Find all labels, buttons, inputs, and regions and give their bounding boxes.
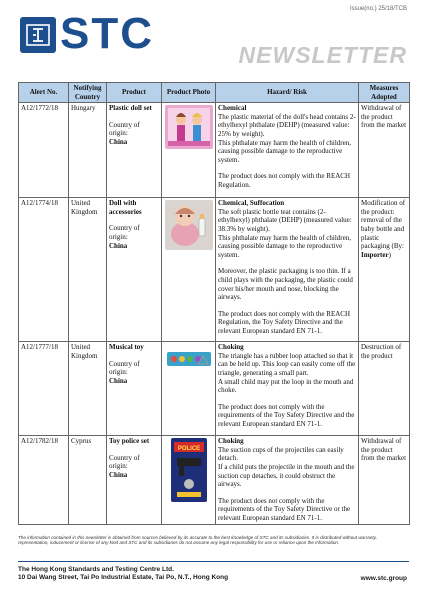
measures-by-suffix: ) [388, 250, 391, 259]
footer-divider [18, 561, 409, 562]
company-info [18, 566, 228, 582]
product-photo-cell [162, 198, 216, 342]
origin-value: China [109, 470, 128, 479]
hazard-text: This phthalate may harm the health of children, causing possible damage to the reproductive system. [218, 138, 351, 164]
alert-number: A12/1782/18 [19, 436, 69, 524]
measures-cell [359, 198, 410, 342]
header-alert-no: Alert No. [19, 83, 69, 103]
product-photo-cell [162, 342, 216, 436]
notifying-country: United Kingdom [69, 198, 107, 342]
product-name: Musical toy [109, 343, 144, 352]
product-cell [107, 198, 162, 342]
header-measures: Measures Adopted [359, 83, 410, 103]
hazard-title: Chemical, Suffocation [218, 199, 285, 208]
table-row [19, 436, 410, 524]
table-header-row [19, 83, 410, 103]
musical-toy-photo [165, 344, 213, 374]
hazard-cell [216, 342, 359, 436]
police-box-text: POLICE [177, 446, 200, 453]
hazard-text: A small child may put the loop in the mouth and choke. [218, 377, 354, 395]
origin-value: China [109, 137, 128, 146]
table-row [19, 198, 410, 342]
alerts-table [18, 82, 410, 525]
company-address: 10 Dai Wang Street, Tai Po Industrial Estate, Tai Po, N.T., Hong Kong [18, 574, 229, 581]
disclaimer: The information contained in this newsletter is obtained from sources believed by its accurate to the best knowledge of STC and its subsidiaries. It is distributed without warranty, representation, inducement or license of any kind and STC and its subsidiaries do not assume any legal responsibility for use or reliance upon the information. [18, 535, 377, 546]
product-photo-cell [162, 436, 216, 524]
table-row [19, 103, 410, 198]
hazard-text: The product does not comply with the requirements of the Toy Safety Directive or the relevant European standard EN 71-1. [218, 496, 351, 522]
notifying-country: Cyprus [69, 436, 107, 524]
notifying-country: United Kingdom [69, 342, 107, 436]
product-name: Toy police set [109, 437, 150, 446]
company-name: The Hong Kong Standards and Testing Centre Ltd. [18, 566, 174, 573]
hazard-text: The soft plastic bottle teat contains (2-ethylhexyl) phthalate (DEHP) (measured value: 38.3% by weight). [218, 207, 352, 233]
website-link[interactable]: www.stc.group [360, 575, 407, 582]
origin-label: Country of origin: [109, 224, 140, 241]
brand-name: STC [60, 9, 154, 58]
police-set-photo [171, 438, 207, 502]
product-cell [107, 103, 162, 198]
hazard-text: If a child puts the projectile in the mouth and the suction cup detaches, it could obstruct the airways. [218, 462, 355, 489]
origin-label: Country of origin: [109, 453, 140, 471]
measures-by: Importer [361, 250, 389, 259]
hazard-title: Choking [218, 437, 244, 446]
newsletter-title: NEWSLETTER [238, 42, 407, 68]
page-header [0, 0, 425, 75]
origin-value: China [109, 376, 128, 385]
hazard-text: Moreover, the plastic packaging is too thin. If a child plays with the packaging, the plastic could cover his/her mouth and nose, blocking the airways. [218, 267, 353, 302]
origin-label: Country of origin: [109, 120, 140, 138]
origin-label: Country of origin: [109, 359, 140, 377]
hazard-text: The suction cups of the projectiles can easily detach. [218, 445, 344, 463]
issue-number: Issue(no.) 25/18/TCB [349, 6, 407, 12]
product-name: Doll with accessories [109, 199, 142, 216]
product-cell [107, 436, 162, 524]
doll-set-photo [165, 105, 213, 149]
hazard-text: The triangle has a rubber loop attached so that it can be held up. This loop can easily come off the triangle, generating a small part. [218, 351, 356, 377]
notifying-country: Hungary [69, 103, 107, 198]
alert-number: A12/1772/18 [19, 103, 69, 198]
hazard-text: The plastic material of the doll's head contains 2-ethylhexyl phthalate (DEHP) (measured value: 25% by weight). [218, 112, 356, 138]
hazard-text: The product does not comply with the REACH Regulation, the Toy Safety Directive and the relevant European standard EN 71-1. [218, 309, 351, 335]
stc-logo-icon [20, 17, 56, 53]
table-row [19, 342, 410, 436]
hazard-title: Choking [218, 343, 244, 352]
header-hazard: Hazard/ Risk [216, 83, 359, 103]
measures-cell: Withdrawal of the product from the market [359, 103, 410, 198]
product-name: Plastic doll set [109, 104, 152, 113]
hazard-cell [216, 198, 359, 342]
alert-number: A12/1774/18 [19, 198, 69, 342]
baby-doll-photo [165, 200, 213, 250]
hazard-text: The product does not comply with the REACH Regulation. [218, 172, 351, 189]
product-photo-cell [162, 103, 216, 198]
header-product-photo: Product Photo [162, 83, 216, 103]
hazard-cell [216, 436, 359, 524]
hazard-title: Chemical [218, 104, 247, 113]
hazard-text: This phthalate may harm the health of children, causing possible damage to the reproductive system. [218, 233, 351, 259]
origin-value: China [109, 241, 128, 250]
header-notifying-country: Notifying Country [69, 83, 107, 103]
alert-number: A12/1777/18 [19, 342, 69, 436]
measures-by-prefix: (By: [391, 242, 404, 251]
measures-cell: Destruction of the product [359, 342, 410, 436]
hazard-text: The product does not comply with the requirements of the Toy Safety Directive and the relevant European standard EN 71-1. [218, 402, 355, 428]
measures-cell: Withdrawal of the product from the market [359, 436, 410, 524]
hazard-cell [216, 103, 359, 198]
product-cell [107, 342, 162, 436]
header-product: Product [107, 83, 162, 103]
measures-text: Modification of the product: removal of the baby bottle and plastic packaging [361, 199, 406, 251]
